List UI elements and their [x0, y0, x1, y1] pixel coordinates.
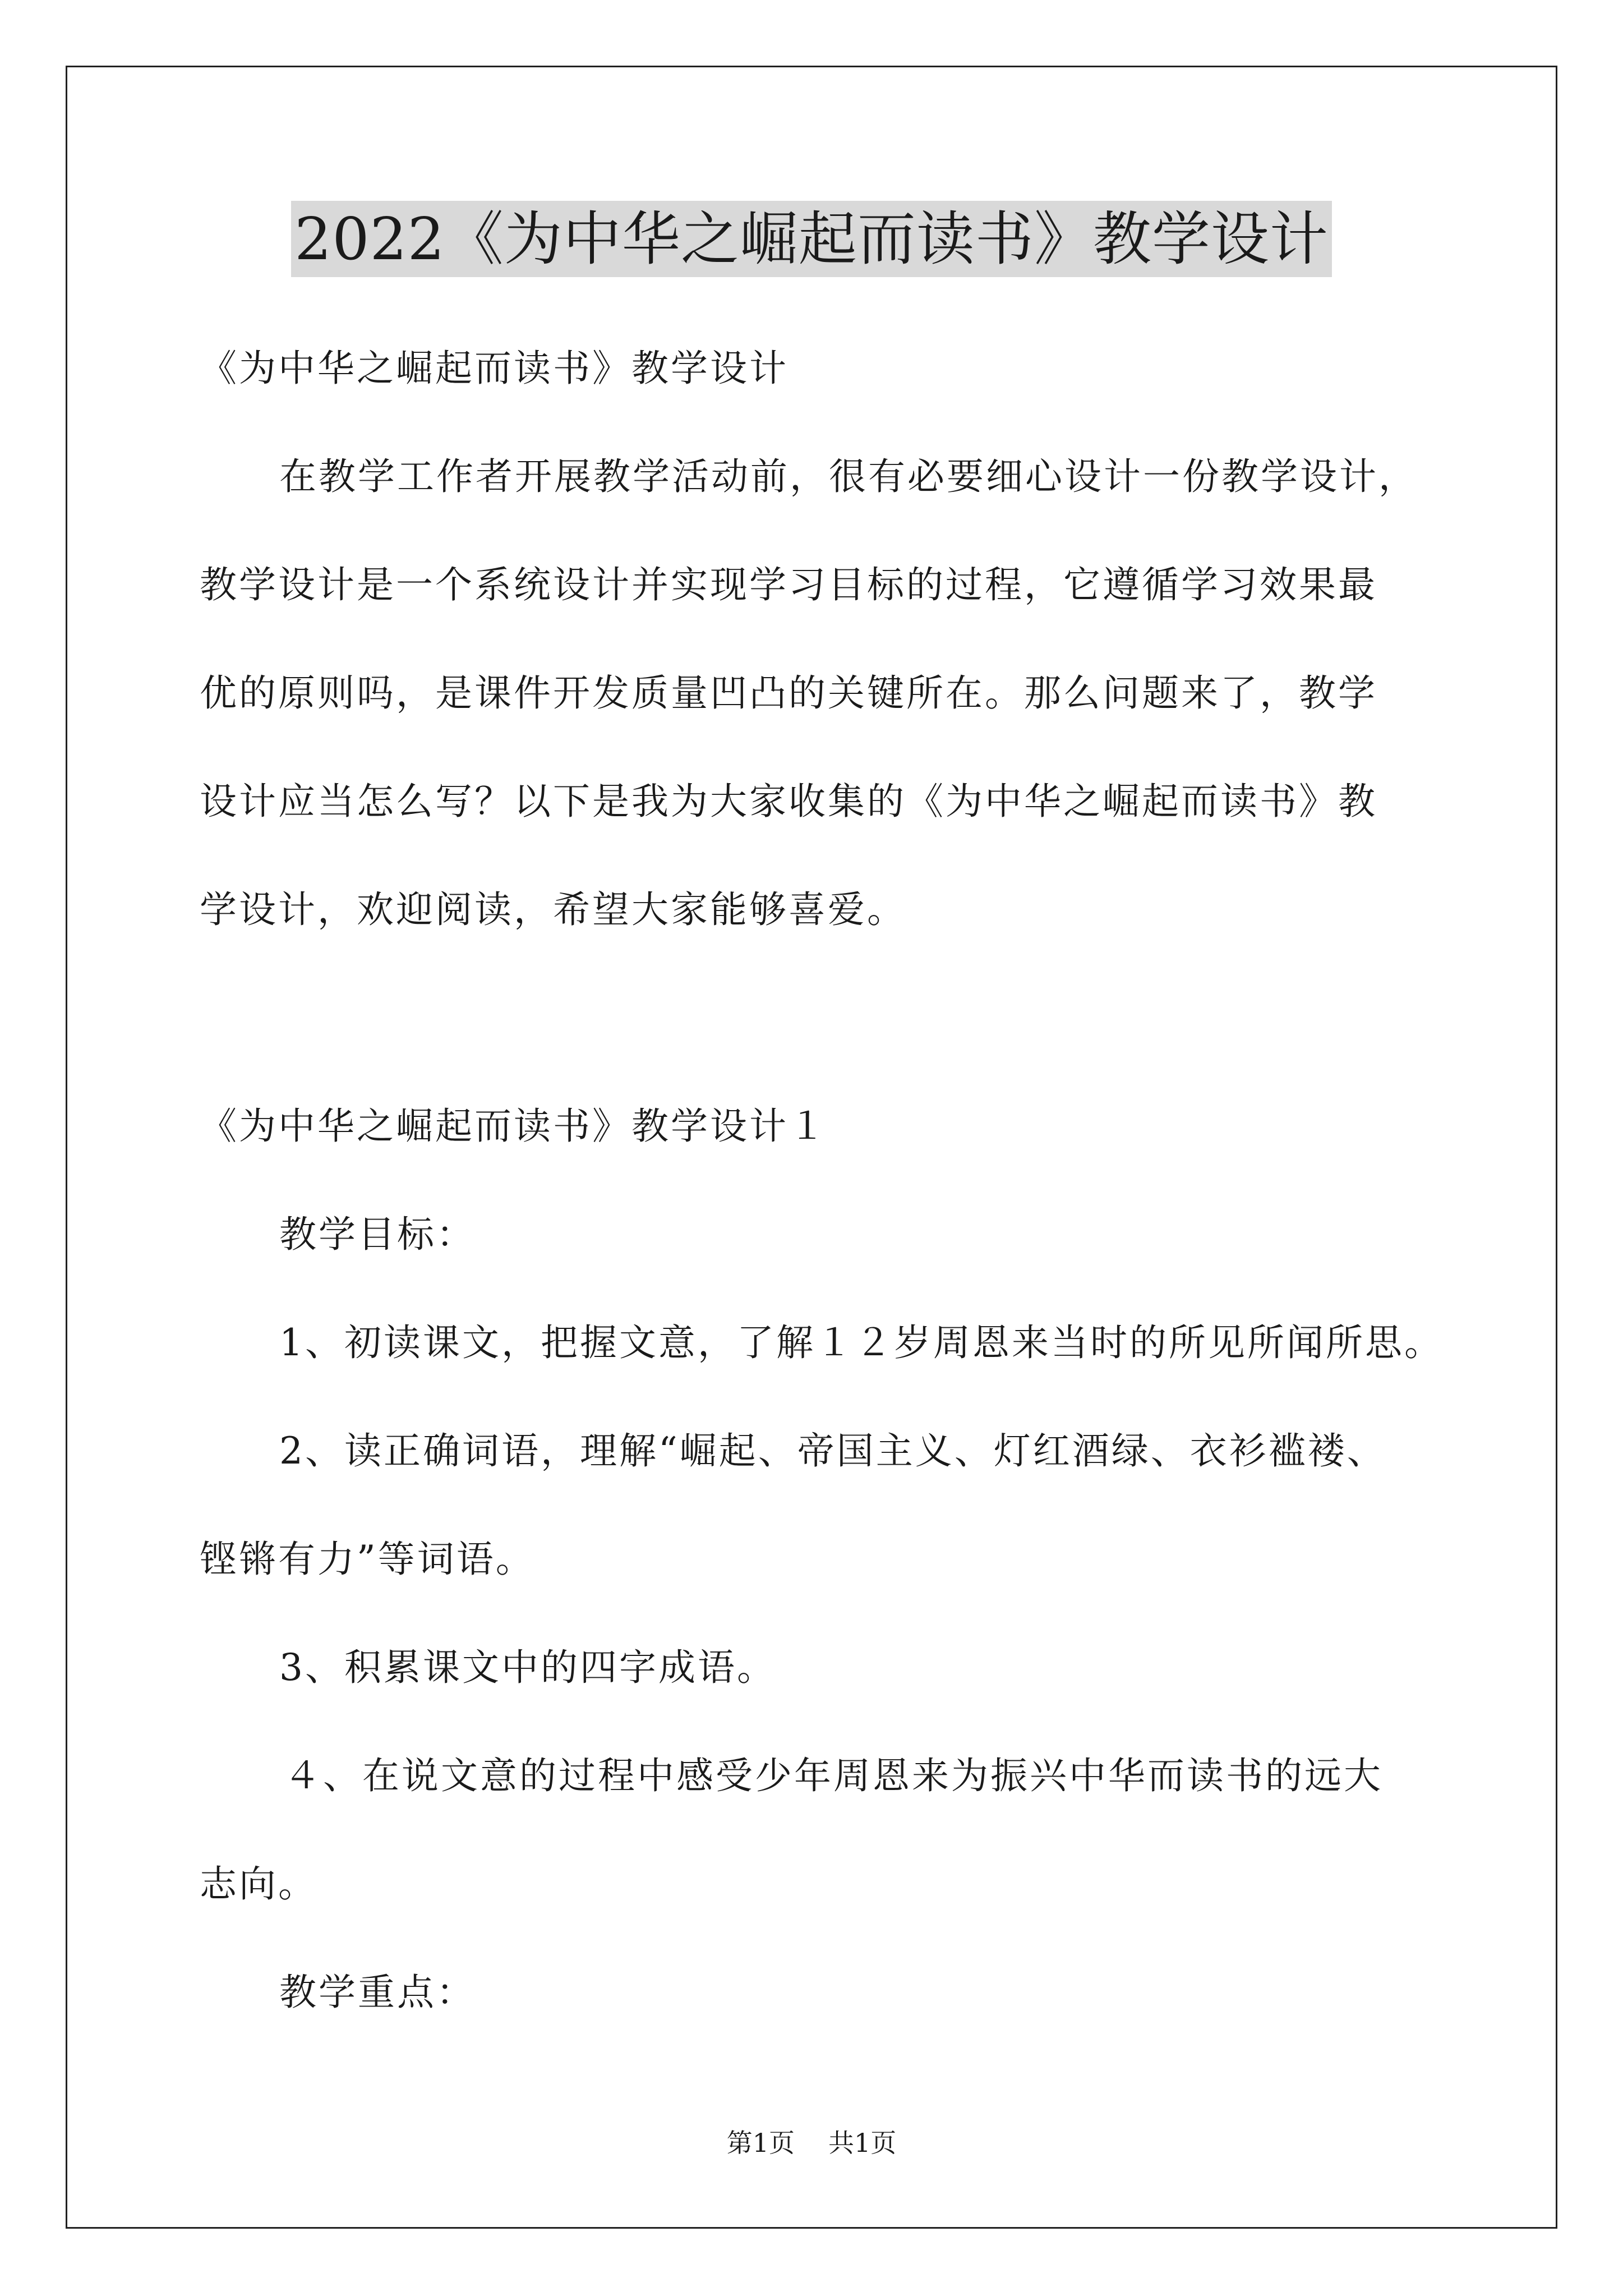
document-title: 2022《为中华之崛起而读书》教学设计 [291, 201, 1332, 277]
goals-label: 教学目标： [279, 1213, 476, 1256]
intro-line-3: 优的原则吗，是课件开发质量凹凸的关键所在。那么问题来了，教学 [200, 671, 1377, 715]
goal-2-line-2: 铿锵有力”等词语。 [200, 1538, 535, 1581]
page-total: 共1页 [828, 2128, 897, 2158]
goal-4-line-2: 志向。 [200, 1862, 317, 1906]
goal-4-line-1: ４、在说文意的过程中感受少年周恩来为振兴中华而读书的远大 [284, 1754, 1383, 1797]
page-footer [0, 2126, 1623, 2160]
intro-line-4: 设计应当怎么写？以下是我为大家收集的《为中华之崛起而读书》教 [200, 780, 1377, 823]
intro-line-2: 教学设计是一个系统设计并实现学习目标的过程，它遵循学习效果最 [200, 563, 1377, 606]
goal-3: 3、积累课文中的四字成语。 [279, 1646, 776, 1689]
title-container [0, 201, 1623, 277]
goal-1: 1、初读课文，把握文意，了解１２岁周恩来当时的所见所闻所思。 [279, 1321, 1444, 1364]
goal-2-line-1: 2、读正确词语，理解“崛起、帝国主义、灯红酒绿、衣衫褴褛、 [279, 1429, 1386, 1473]
intro-line-5: 学设计，欢迎阅读，希望大家能够喜爱。 [200, 888, 906, 931]
document-subtitle: 《为中华之崛起而读书》教学设计 [200, 347, 789, 390]
page-number: 第1页 [726, 2128, 795, 2158]
focus-label: 教学重点： [279, 1971, 476, 2014]
section-spacer [200, 964, 1433, 1072]
section-heading: 《为中华之崛起而读书》教学设计１ [200, 1105, 828, 1148]
document-body [200, 314, 1444, 2046]
intro-line-1: 在教学工作者开展教学活动前，很有必要细心设计一份教学设计， [279, 455, 1418, 498]
